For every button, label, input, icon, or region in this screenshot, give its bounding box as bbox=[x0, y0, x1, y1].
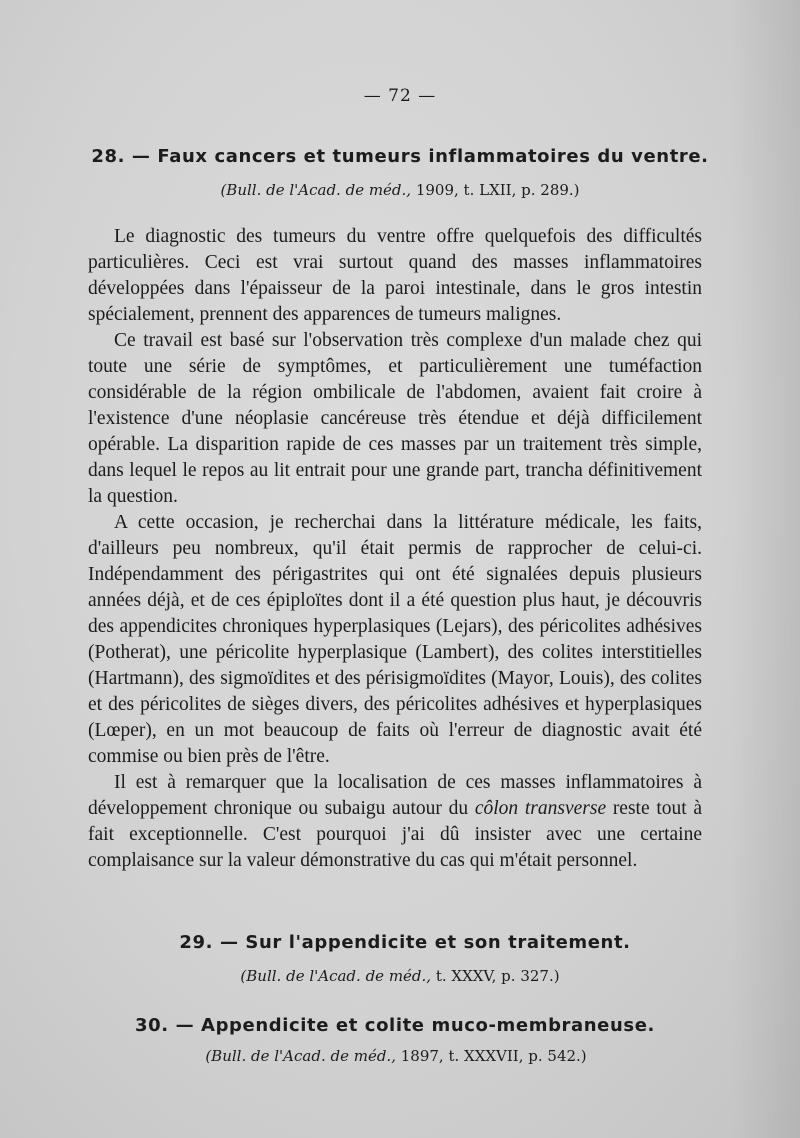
citation-journal: (Bull. de l'Acad. de méd., bbox=[220, 181, 412, 199]
page-number: — 72 — bbox=[363, 86, 437, 106]
citation-journal: (Bull. de l'Acad. de méd., bbox=[240, 967, 432, 985]
section-28-title: 28. — Faux cancers et tumeurs inflammatoires du ventre. bbox=[91, 146, 709, 167]
paragraph-text: Il est à remarquer que la localisation de ces masses inflammatoires à développement chronique ou subaigu autour du bbox=[88, 772, 702, 819]
paragraph: Le diagnostic des tumeurs du ventre offre quelquefois des difficultés particulières. Ceci est vrai surtout quand des masses inflammatoires développées dans l'épaisseur de la paroi intestinale, dans le gros intestin spécialement, prennent des apparences de tumeurs malignes. bbox=[88, 226, 702, 325]
italic-term: côlon transverse bbox=[474, 798, 607, 819]
section-29-citation bbox=[0, 967, 800, 985]
section-30-title: 30. — Appendicite et colite muco-membraneuse. bbox=[135, 1015, 655, 1036]
paragraph: Ce travail est basé sur l'observation très complexe d'un malade chez qui toute une série de symptômes, et particulièrement une tuméfaction considérable de la région ombilicale de l'abdomen, avaient fait croire à l'existence d'une néoplasie cancéreuse très étendue et déjà difficilement opérable. La disparition rapide de ces masses par un traitement très simple, dans lequel le repos au lit entrait pour une grande part, trancha définitivement la question. bbox=[88, 330, 702, 507]
section-29-title: 29. — Sur l'appendicite et son traitement. bbox=[179, 932, 631, 953]
citation-journal: (Bull. de l'Acad. de méd., bbox=[205, 1047, 396, 1065]
section-30-citation bbox=[0, 1047, 796, 1065]
section-28-citation bbox=[0, 181, 800, 199]
citation-reference: 1909, t. LXII, p. 289.) bbox=[411, 181, 580, 199]
paragraph-text: reste tout à fait exceptionnelle. C'est pourquoi j'ai dû insister avec une certaine complaisance sur la valeur démonstrative du cas qui m'était personnel. bbox=[88, 798, 703, 871]
citation-reference: t. XXXV, p. 327.) bbox=[431, 967, 560, 985]
paragraph: A cette occasion, je recherchai dans la littérature médicale, les faits, d'ailleurs peu nombreux, qu'il était permis de rapprocher de celui-ci. Indépendamment des périgastrites qui ont été signalées depuis plusieurs années déjà, et de ces épiploïtes dont il a été question plus haut, je découvris des appendicites chroniques hyperplasiques (Lejars), des péricolites adhésives (Potherat), une péricolite hyperplasique (Lambert), des colites interstitielles (Hartmann), des sigmoïdites et des périsigmoïdites (Mayor, Louis), des colites et des péricolites de sièges divers, des péricolites adhésives et hyperplasiques (Lœper), en un mot beaucoup de faits où l'erreur de diagnostic avait été commise ou bien près de l'être. bbox=[88, 512, 702, 767]
paragraph bbox=[88, 770, 702, 874]
section-28-body bbox=[88, 224, 702, 874]
citation-reference: 1897, t. XXXVII, p. 542.) bbox=[395, 1047, 587, 1065]
